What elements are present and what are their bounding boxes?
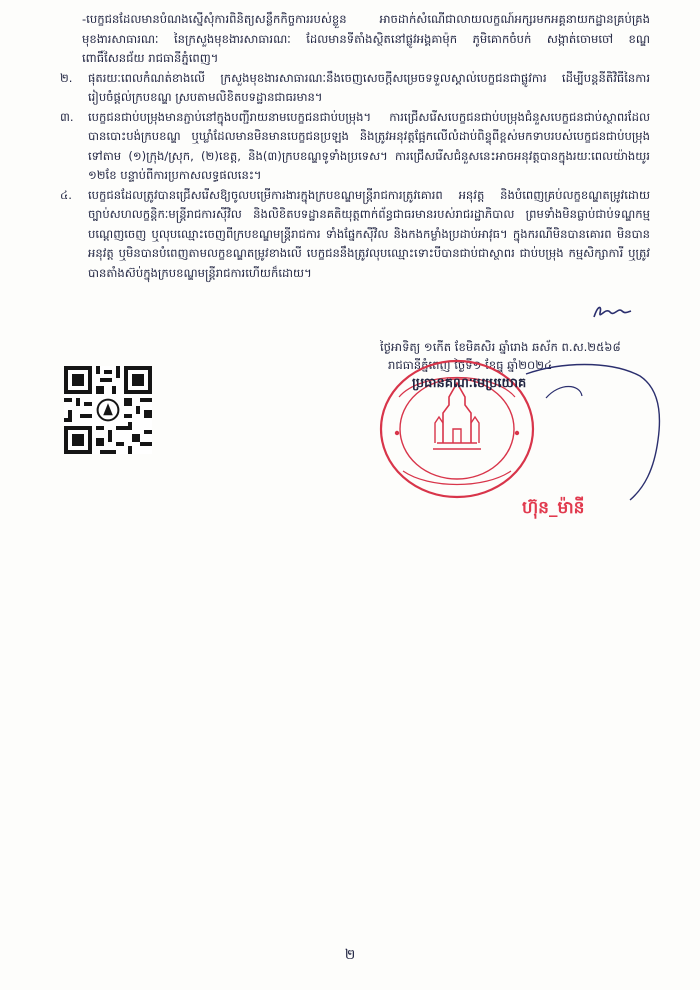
list-item-number: ៣. <box>60 109 74 124</box>
list-item <box>60 186 650 284</box>
list-item-text: បេក្ខជនជាប់បម្រុងមានភ្ជាប់នៅក្នុងបញ្ជីរាយនាមបេក្ខជនជាប់បម្រុង។ ការជ្រើសរើសបេក្ខជនជាប់បម្រុងជំនួសបេក្ខជនជាប់ស្ថាពរដែលបានបោះបង់ក្របខណ្ឌ ឬឃ្លាំដែលមានមិនមានបេក្ខជនប្រឡង និងត្រូវអនុវត្តផ្អែកលើលំដាប់ពិន្ទុពីខ្ពស់មកទាបរបស់បេក្ខជនជាប់បម្រុងទៅតាម (១)ក្រុង/ស្រុក, (២)ខេត្ត, និង(៣)ក្របខណ្ឌទូទាំងប្រទេស។ ការជ្រើសរើសជំនួសនេះអាចអនុវត្តបានក្នុងរយៈពេលយ៉ាងយូរ ១២ខែ បន្ទាប់ពីការប្រកាសលទ្ធផលនេះ។ <box>88 109 650 182</box>
handwritten-initial <box>592 303 632 321</box>
signer-name: ហ៊ុន_ម៉ានី <box>522 498 585 518</box>
intro-paragraph: -បេក្ខជនដែលមានបំណងស្នើសុំការពិនិត្យសន្លឹកកិច្ចការរបស់ខ្លួន អាចដាក់សំណើជាលាយលក្ខណ៍អក្សរមកអគ្គនាយកដ្ឋានគ្រប់គ្រងមុខងារសាធារណៈ នៃក្រសួងមុខងារសាធារណៈ ដែលមានទីតាំងស្ថិតនៅផ្លូវអង្គគាម៉ុក ភូមិគោកចំបក់ សង្កាត់ចោមចៅ ខណ្ឌពោធិ៍សែនជ័យ រាជធានីភ្នំពេញ។ <box>82 12 650 65</box>
list-item-text: បេក្ខជនដែលត្រូវបានជ្រើសរើសឱ្យចូលបម្រើការងារក្នុងក្របខណ្ឌមន្ត្រីរាជការត្រូវគោរព អនុវត្ត និងបំពេញគ្រប់លក្ខខណ្ឌតម្រូវដោយច្បាប់សហលក្ខន្តិកៈមន្ត្រីរាជការស៊ីវិល និងលិខិតបទដ្ឋានគតិយុត្តពាក់ព័ន្ធជាធរមានរបស់រាជរដ្ឋាភិបាល ព្រមទាំងមិនធ្លាប់ជាប់ទណ្ឌកម្ម បណ្តេញចេញ ឬលុបឈ្មោះចេញពីក្របខណ្ឌមន្ត្រីរាជការ ទាំងផ្នែកស៊ីវិល និងកងកម្លាំងប្រដាប់អាវុធ។ ក្នុងករណីមិនបានគោរព មិនបានអនុវត្ត ឬមិនបានបំពេញតាមលក្ខខណ្ឌតម្រូវខាងលើ បេក្ខជននឹងត្រូវលុបឈ្មោះទោះបីបានជាប់ជាស្ថាពរ ជាប់បម្រុង កម្មសិក្សាការី ឬត្រូវបានតាំងស៊ប់ក្នុងក្របខណ្ឌមន្ត្រីរាជការហើយក៏ដោយ។ <box>88 187 650 280</box>
lunar-date: ថ្ងៃអាទិត្យ ១កើត ខែមិគសិរ ឆ្នាំរោង ឆស័ក ព.ស.២៥៦៨ <box>380 340 621 354</box>
document-body <box>60 10 650 283</box>
list-item <box>60 69 650 108</box>
place-date: រាជធានីភ្នំពេញ ថ្ងៃទី១ ខែធ្នូ ឆ្នាំ២០២៤ <box>388 358 553 372</box>
list-item-text: ផុតរយៈពេលកំណត់ខាងលើ ក្រសួងមុខងារសាធារណៈនឹងចេញសេចក្តីសម្រេចទទួលស្គាល់បេក្ខជនជាផ្លូវការ ដើម្បីបន្តនីតិវិធីនៃការរៀបចំផ្តល់ក្របខណ្ឌ ស្របតាមលិខិតបទដ្ឋានជាធរមាន។ <box>88 70 650 104</box>
list-item-number: ៤. <box>60 187 72 202</box>
list-item <box>60 108 650 186</box>
qr-code[interactable] <box>64 366 152 454</box>
signatory-title: ប្រធានគណៈមេប្រយោគ <box>412 376 527 391</box>
signature <box>520 362 670 512</box>
page-number: ២ <box>344 947 356 963</box>
list-item-number: ២. <box>60 70 73 85</box>
